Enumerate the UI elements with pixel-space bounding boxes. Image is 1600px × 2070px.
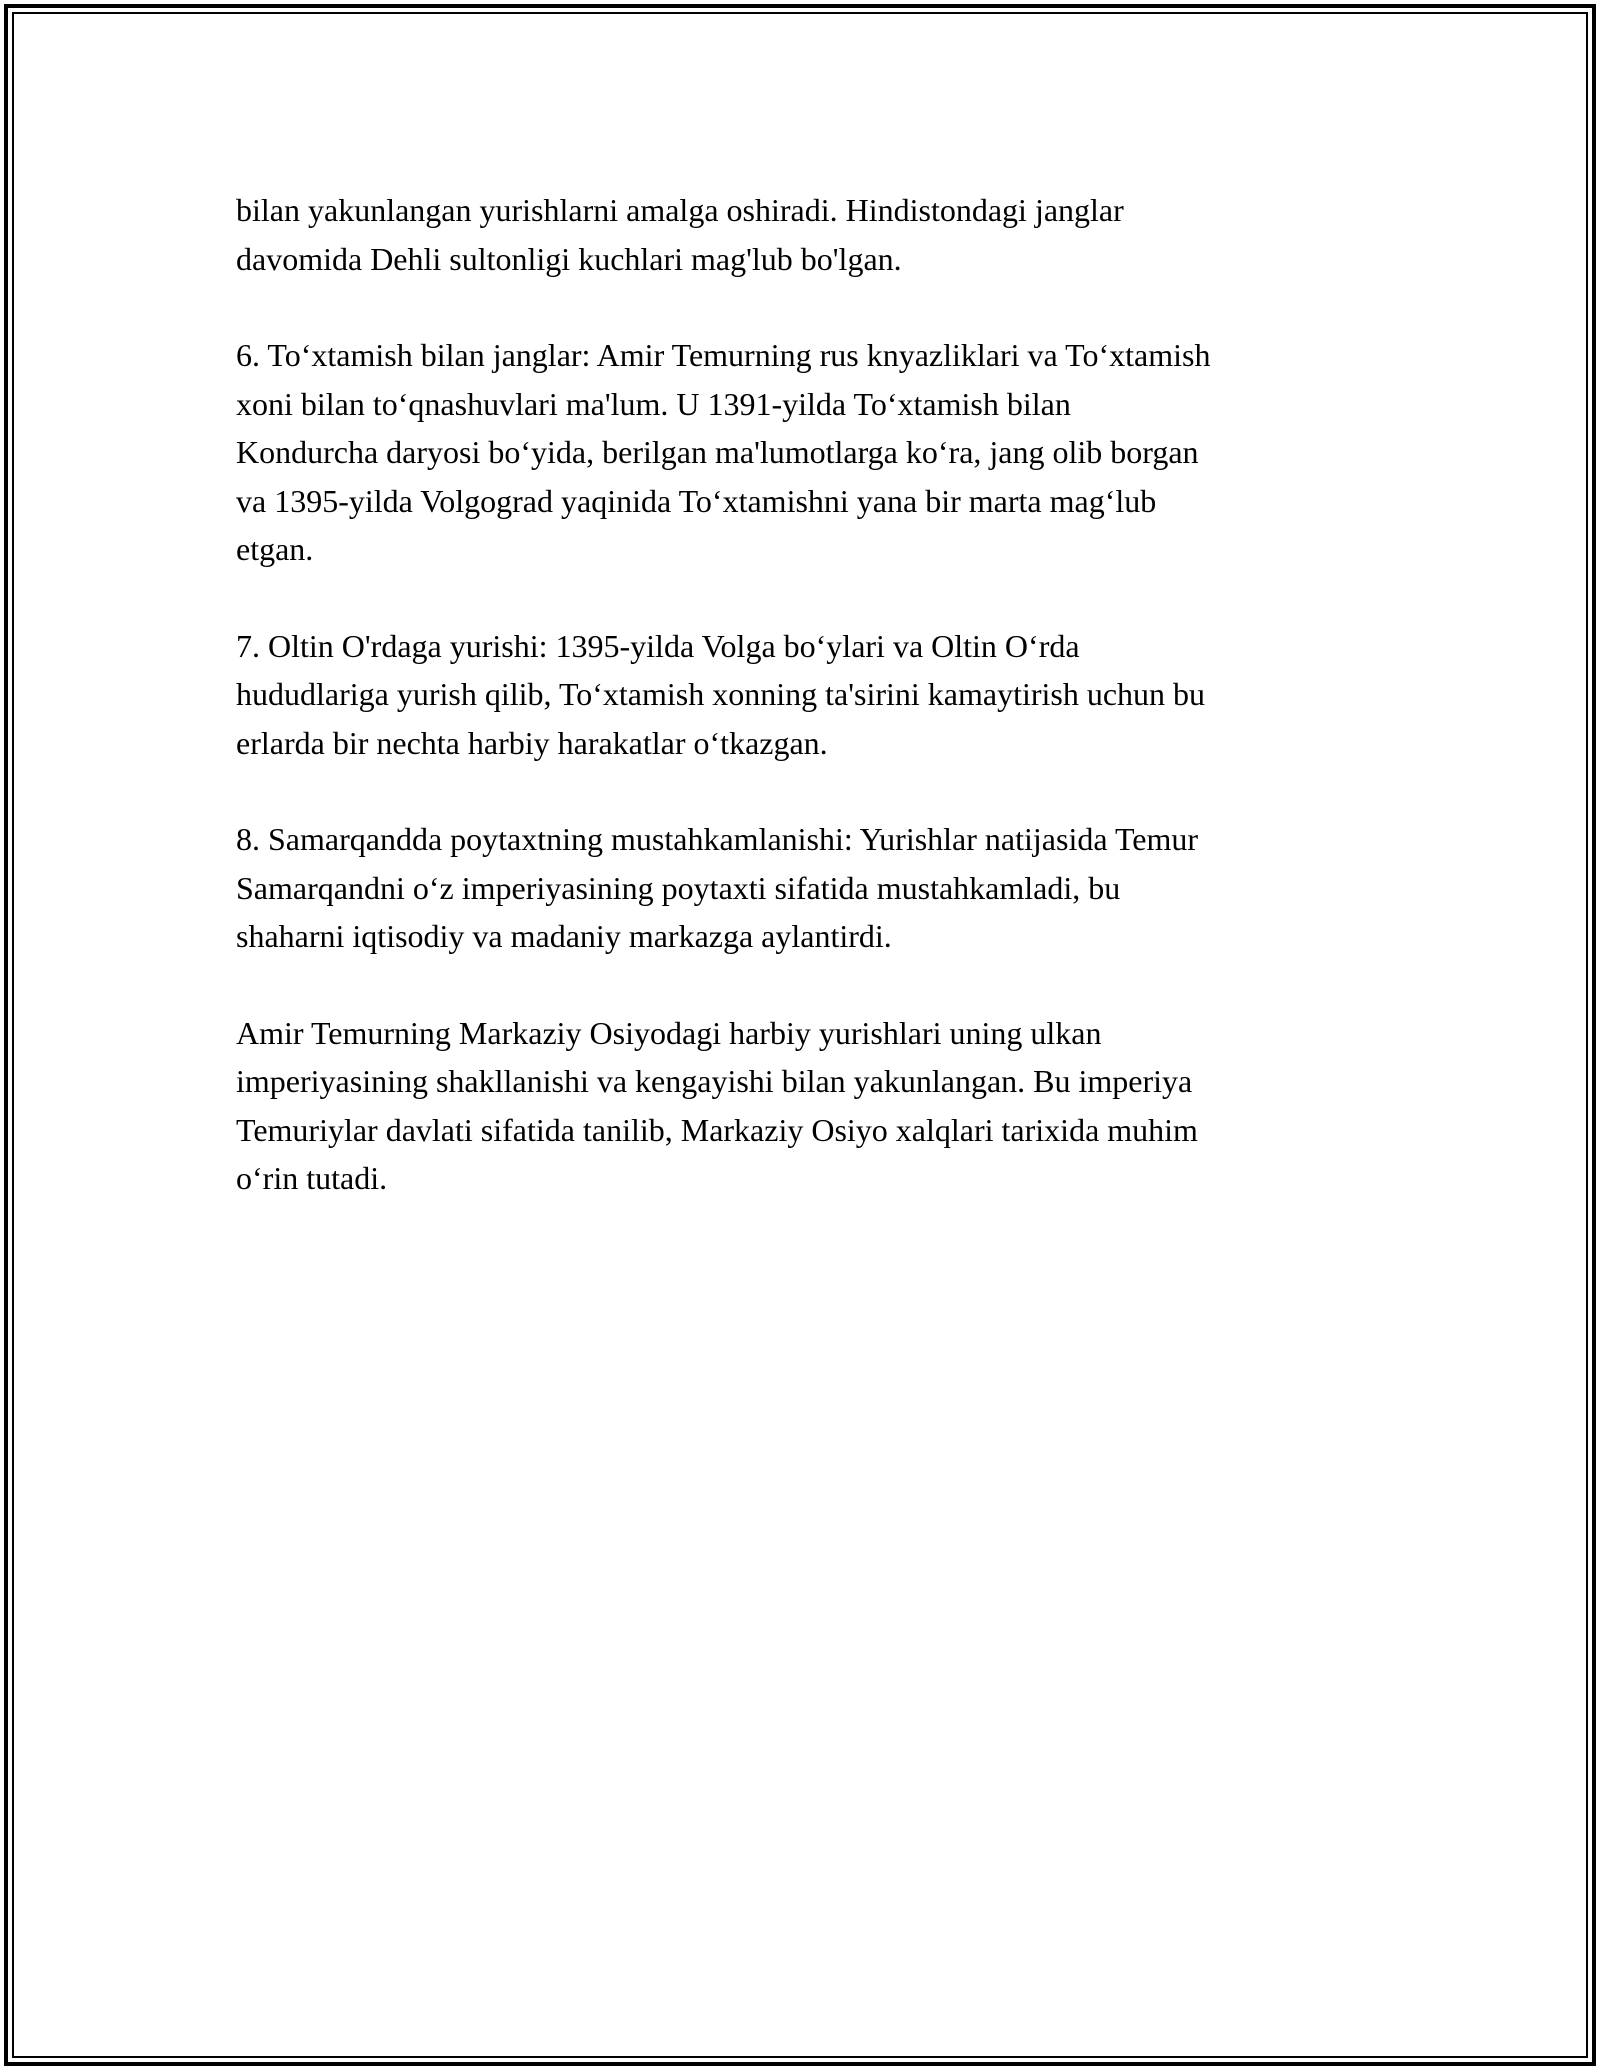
paragraph-samarkand-capital: [236, 815, 1386, 961]
text-line: erlarda bir nechta harbiy harakatlar o‘tkazgan.: [236, 724, 828, 761]
text-line: va 1395-yilda Volgograd yaqinida To‘xtamishni yana bir marta mag‘lub: [236, 482, 1157, 519]
text-line: Temuriylar davlati sifatida tanilib, Markaziy Osiyo xalqlari tarixida muhim: [236, 1111, 1198, 1148]
text-line: etgan.: [236, 531, 314, 567]
text-line: Amir Temurning Markaziy Osiyodagi harbiy yurishlari uning ulkan: [236, 1014, 1102, 1051]
paragraph-golden-horde-campaign: [236, 622, 1386, 768]
text-line: bilan yakunlangan yurishlarni amalga oshiradi. Hindistondagi janglar: [236, 192, 1124, 228]
paragraph-toxtamish-battles: [236, 331, 1386, 574]
text-line: Samarqandni o‘z imperiyasining poytaxti sifatida mustahkamladi, bu: [236, 869, 1121, 906]
document-body: [236, 186, 1386, 1251]
text-line: o‘rin tutadi.: [236, 1160, 388, 1196]
text-line: hududlariga yurish qilib, To‘xtamish xonning ta'sirini kamaytirish uchun bu: [236, 676, 1206, 712]
paragraph-conclusion: [236, 1009, 1386, 1203]
text-line: 7. Oltin O'rdaga yurishi: 1395-yilda Volga bo‘ylari va Oltin O‘rda: [236, 627, 1080, 664]
text-line: 8. Samarqandda poytaxtning mustahkamlanishi: Yurishlar natijasida Temur: [236, 821, 1199, 857]
text-line: imperiyasining shakllanishi va kengayishi bilan yakunlangan. Bu imperiya: [236, 1063, 1193, 1099]
paragraph-india-campaign: [236, 186, 1386, 283]
text-line: 6. To‘xtamish bilan janglar: Amir Temurning rus knyazliklari va To‘xtamish: [236, 337, 1211, 373]
text-line: davomida Dehli sultonligi kuchlari mag'lub bo'lgan.: [236, 240, 902, 277]
text-line: xoni bilan to‘qnashuvlari ma'lum. U 1391-yilda To‘xtamish bilan: [236, 385, 1071, 422]
text-line: Kondurcha daryosi bo‘yida, berilgan ma'lumotlarga ko‘ra, jang olib borgan: [236, 434, 1199, 470]
text-line: shaharni iqtisodiy va madaniy markazga aylantirdi.: [236, 918, 892, 954]
